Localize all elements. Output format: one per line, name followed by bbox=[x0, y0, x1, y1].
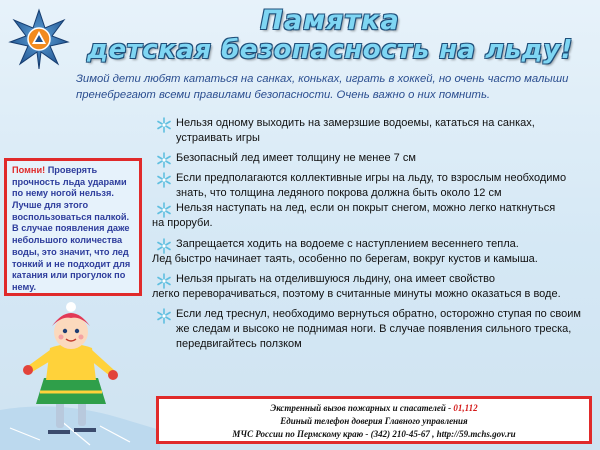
rule-item bbox=[154, 272, 561, 302]
rule-text: Нельзя прыгать на отделившуюся льдину, она имеет свойство bbox=[176, 273, 496, 285]
remember-box bbox=[4, 158, 142, 296]
snowflake-icon bbox=[156, 172, 172, 188]
snowflake-icon bbox=[156, 273, 172, 289]
rule-text: Запрещается ходить на водоеме с наступлением весеннего тепла. bbox=[176, 238, 519, 250]
snowflake-icon bbox=[156, 202, 172, 218]
remember-text: Проверять прочность льда ударами по нему ногой нельзя. Лучше для этого воспользоваться палкой. В случае появления даже небольшого количества воды, это значит, что лед тонкий и не подходит для катания или прогулок по нему. bbox=[12, 165, 131, 292]
remember-highlight: Помни! bbox=[12, 165, 46, 175]
snowflake-icon bbox=[156, 117, 172, 133]
website-link[interactable]: http://59.mchs.gov.ru bbox=[436, 428, 516, 439]
footer-line-3: МЧС России по Пермскому краю - (342) 210-45-67 , http://59.mchs.gov.ru bbox=[232, 428, 516, 439]
rule-item bbox=[154, 307, 594, 352]
intro-text: Зимой дети любят кататься на санках, коньках, играть в хоккей, но очень часто малыши пренебрегают всеми правилами безопасности. Очень важно о них помнить. bbox=[76, 73, 569, 101]
emergency-ministry-emblem-icon bbox=[8, 8, 70, 70]
rule-text: Если предполагаются коллективные игры на льду, то взрослым необходимо знать, что толщина ледяного покрова должна быть около 12 см bbox=[176, 172, 567, 199]
helpline-phone: (342) 210-45-67 bbox=[370, 428, 430, 439]
rule-item bbox=[154, 201, 555, 231]
rule-continuation: на проруби. bbox=[152, 216, 213, 229]
rule-text: Нельзя наступать на лед, если он покрыт снегом, можно легко наткнуться bbox=[176, 202, 556, 214]
emergency-call-label: Экстренный вызов пожарных и спасателей - bbox=[270, 403, 454, 413]
rule-item bbox=[154, 237, 538, 267]
rule-item bbox=[154, 171, 594, 201]
rule-continuation: легко переворачиваться, поэтому в считанные минуты можно оказаться в воде. bbox=[152, 287, 561, 300]
rule-item bbox=[154, 116, 594, 146]
emergency-number: 01,112 bbox=[453, 403, 478, 413]
footer-line-2: Единый телефон доверия Главного управления bbox=[280, 415, 468, 426]
org-label: МЧС России по Пермскому краю - bbox=[232, 428, 369, 439]
rule-item bbox=[154, 151, 416, 166]
rule-continuation: Лед быстро начинает таять, особенно по берегам, вокруг кустов и камыша. bbox=[152, 252, 538, 265]
snowflake-icon bbox=[156, 152, 172, 168]
rule-text: Если лед треснул, необходимо вернуться обратно, осторожно ступая по своим же следам и высоко не поднимая ноги. В случае появления сильного треска, передвигайтесь ползком bbox=[176, 308, 581, 350]
snowflake-icon bbox=[156, 238, 172, 254]
footer-line-1 bbox=[159, 402, 589, 415]
title-line-2: детская безопасность на льду! bbox=[87, 35, 573, 66]
title-line-1: Памятка bbox=[260, 5, 400, 36]
emergency-contacts-footer bbox=[156, 396, 592, 444]
page-title bbox=[70, 6, 590, 65]
rule-text: Нельзя одному выходить на замерзшие водоемы, кататься на санках, устраивать игры bbox=[176, 117, 535, 144]
rule-text: Безопасный лед имеет толщину не менее 7 см bbox=[176, 152, 416, 164]
child-skater-illustration bbox=[0, 300, 160, 450]
